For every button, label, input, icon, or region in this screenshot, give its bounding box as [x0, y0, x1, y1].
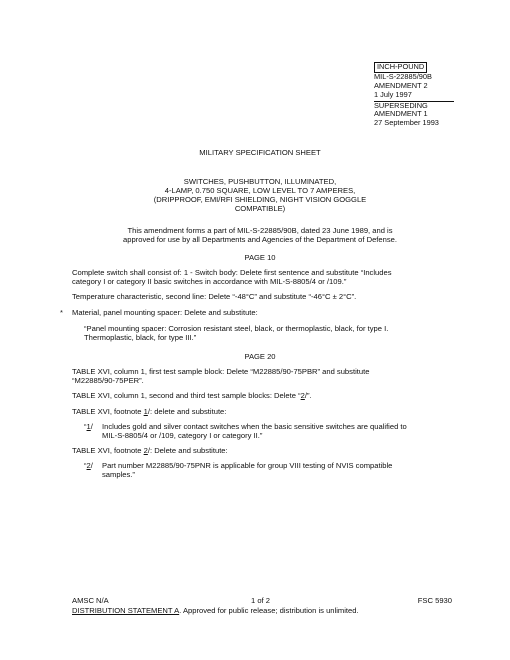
quote-line: Thermoplastic, black, for type III.”	[84, 333, 197, 343]
paragraph-line: Complete switch shall consist of: 1 - Switch body: Delete first sentence and substitute “Includes	[72, 268, 392, 277]
text-segment: TABLE XVI, footnote	[72, 446, 144, 455]
footnote-1-paragraph	[72, 407, 444, 416]
footnote-1-marker	[84, 422, 93, 431]
subtitle-line: SWITCHES, PUSHBUTTON, ILLUMINATED,	[183, 177, 337, 186]
amsc-label: AMSC N/A	[72, 596, 109, 605]
text-segment: TABLE XVI, column 1, second and third test sample blocks: Delete “	[72, 391, 301, 400]
switch-body-paragraph	[72, 268, 444, 286]
page-10-heading: PAGE 10	[244, 253, 276, 262]
footnote-line: Includes gold and silver contact switches when the basic sensitive switches are qualified to	[102, 422, 407, 431]
footer-row	[72, 596, 452, 606]
temperature-paragraph: Temperature characteristic, second line: Delete “-48°C” and substitute “-46°C ± 2°C”.	[72, 292, 357, 301]
intro-line: approved for use by all Departments and Agencies of the Department of Defense.	[123, 235, 397, 245]
document-footer	[72, 596, 452, 616]
change-asterisk: *	[60, 308, 63, 317]
previous-date: 27 September 1993	[374, 118, 439, 128]
doc-id: MIL-S-22885/90B	[374, 71, 432, 81]
fsc-code: FSC 5930	[417, 596, 452, 605]
document-subtitle	[60, 177, 460, 213]
superseding-label: SUPERSEDING	[374, 100, 428, 110]
underlined-number: 1	[143, 407, 148, 416]
footnote-2-paragraph	[72, 446, 444, 455]
quote-line: “Panel mounting spacer: Corrosion resistant steel, black, or thermoplastic, black, for type I.	[84, 324, 389, 333]
intro-line: This amendment forms a part of MIL-S-22885/90B, dated 23 June 1989, and is	[127, 226, 393, 235]
footnote-line: samples.”	[102, 470, 135, 480]
footnote-line: MIL-S-8805/4 or /109, category I or category II.”	[102, 431, 263, 441]
amendment-date: 1 July 1997	[374, 89, 412, 99]
document-title: MILITARY SPECIFICATION SHEET	[199, 148, 321, 157]
underlined-number: 1	[86, 422, 91, 431]
underlined-number: 2	[86, 461, 91, 470]
inch-pound-box: INCH-POUND	[374, 62, 427, 73]
underlined-number: 2	[300, 391, 305, 400]
text-segment: /”.	[304, 391, 312, 400]
footnote-2-text	[102, 461, 444, 479]
spacer-paragraph: Material, panel mounting spacer: Delete and substitute:	[72, 308, 258, 317]
paragraph-line: “M22885/90-75PER”.	[72, 376, 144, 386]
paragraph-line: category I or category II basic switches in accordance with MIL-S-8805/4 or /109.”	[72, 277, 347, 287]
distribution-label: DISTRIBUTION STATEMENT A	[72, 606, 180, 615]
footnote-2-marker	[84, 461, 93, 470]
sample-blocks-paragraph	[72, 391, 444, 400]
text-segment: /: delete and substitute:	[147, 407, 227, 416]
footnote-line: Part number M22885/90-75PNR is applicable for group VIII testing of NVIS compatible	[102, 461, 393, 470]
text-segment: /	[90, 422, 93, 431]
subtitle-line: 4-LAMP, 0.750 SQUARE, LOW LEVEL TO 7 AMPERES,	[164, 186, 356, 196]
text-segment: /	[90, 461, 93, 470]
spacer-quote	[84, 324, 444, 342]
text-segment: “	[84, 461, 87, 470]
text-segment: “	[84, 422, 87, 431]
page-number: 1 of 2	[251, 596, 270, 605]
distribution-statement	[72, 606, 452, 616]
subtitle-line: COMPATIBLE)	[234, 204, 286, 214]
paragraph-line: TABLE XVI, column 1, first test sample block: Delete “M22885/90-75PBR” and substitute	[72, 367, 370, 376]
underlined-number: 2	[143, 446, 148, 455]
subtitle-line: (DRIPPROOF, EMI/RFI SHIELDING, NIGHT VISION GOGGLE	[153, 195, 367, 205]
text-segment: /: Delete and substitute:	[147, 446, 228, 455]
distribution-text: . Approved for public release; distribution is unlimited.	[179, 606, 359, 615]
page-20-heading: PAGE 20	[244, 352, 276, 361]
document-header	[374, 62, 454, 128]
intro-paragraph	[60, 226, 460, 244]
text-segment: TABLE XVI, footnote	[72, 407, 144, 416]
previous-amendment: AMENDMENT 1	[374, 109, 428, 119]
amendment-number: AMENDMENT 2	[374, 80, 428, 90]
footnote-1-text	[102, 422, 444, 440]
table-column-paragraph	[72, 367, 444, 385]
